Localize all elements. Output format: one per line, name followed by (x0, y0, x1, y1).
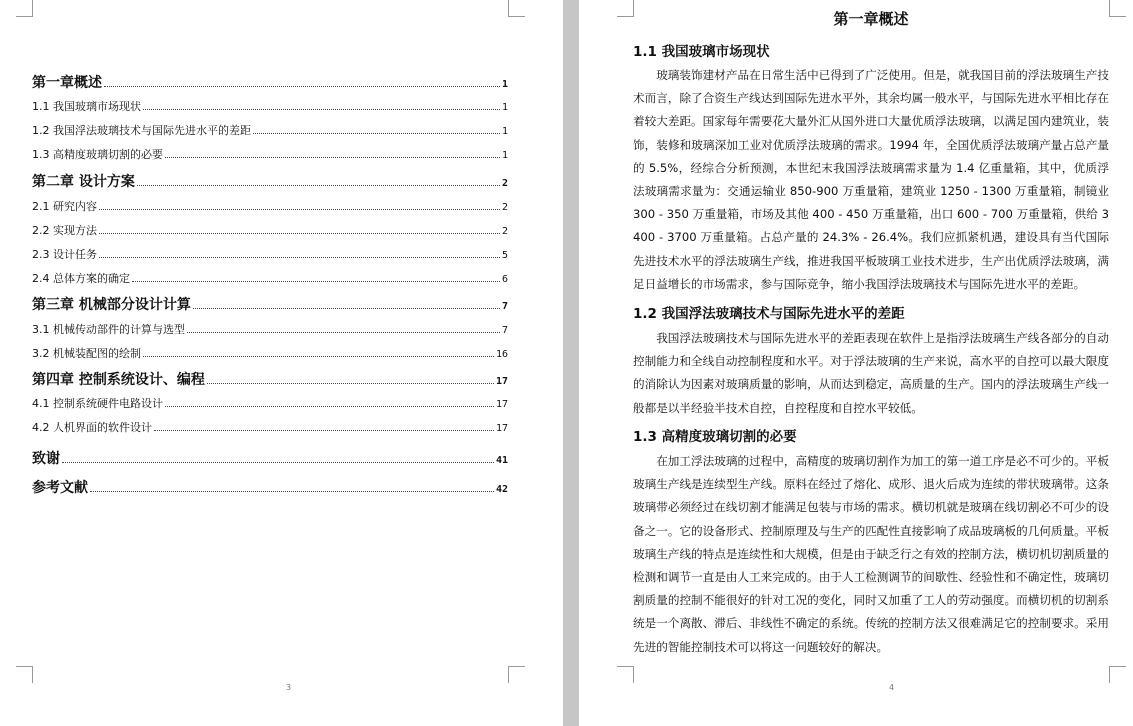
toc-leader-dots (62, 448, 494, 463)
section-heading: 1.2 我国浮法玻璃技术与国际先进水平的差距 (633, 306, 905, 322)
section-heading: 1.3 高精度玻璃切割的必要 (633, 429, 797, 445)
chapter-title: 第一章概述 (833, 10, 909, 28)
toc-entry[interactable] (32, 369, 508, 389)
toc-entry[interactable] (32, 345, 508, 361)
page-gap (563, 0, 579, 726)
toc-entry[interactable] (32, 171, 508, 191)
toc-leader-dots (137, 171, 500, 186)
toc-entry-page: 1 (501, 126, 508, 137)
toc-entry[interactable] (32, 72, 508, 92)
toc-leader-dots (165, 146, 500, 158)
toc-entry[interactable] (32, 222, 508, 238)
toc-entry-page: 17 (495, 376, 508, 387)
toc-entry[interactable] (32, 448, 508, 468)
toc-entry-title: 3.1 机械传动部件的计算与选型 (32, 323, 185, 336)
toc-entry-title: 2.1 研究内容 (32, 200, 97, 213)
toc-leader-dots (99, 198, 500, 210)
toc-entry-page: 2 (501, 226, 508, 237)
toc-leader-dots (99, 246, 500, 258)
crop-mark (508, 0, 525, 17)
crop-mark (617, 0, 634, 17)
toc-leader-dots (132, 270, 500, 282)
toc-leader-dots (143, 98, 500, 110)
toc-entry[interactable] (32, 98, 508, 114)
toc-entry-page: 41 (495, 455, 508, 466)
crop-mark (508, 666, 525, 683)
toc-entry-title: 4.1 控制系统硬件电路设计 (32, 397, 163, 410)
toc-entry-title: 第四章 控制系统设计、编程 (32, 372, 205, 388)
toc-leader-dots (90, 477, 494, 492)
toc-entry-page: 42 (495, 484, 508, 495)
toc-entry-title: 第一章概述 (32, 75, 102, 91)
toc-entry-title: 2.3 设计任务 (32, 248, 97, 261)
toc-entry-page: 1 (501, 102, 508, 113)
toc-entry-title: 4.2 人机界面的软件设计 (32, 421, 152, 434)
toc-leader-dots (154, 419, 494, 431)
section-heading: 1.1 我国玻璃市场现状 (633, 44, 770, 60)
toc-entry[interactable] (32, 270, 508, 286)
crop-mark (16, 0, 33, 17)
toc-entry-title: 第二章 设计方案 (32, 174, 135, 190)
page-number: 3 (286, 683, 292, 692)
crop-mark (1109, 666, 1126, 683)
section-body: 在加工浮法玻璃的过程中，高精度的玻璃切割作为加工的第一道工序是必不可少的。平板玻璃生产线是连续型生产线。原料在经过了熔化、成形、退火后成为连续的带状玻璃带。这条玻璃带必须经过在线切割才能满足包装与市场的需求。横切机就是玻璃在线切割必不可少的设备之一。它的设备形式、控制原理及与生产的匹配性直接影响了成品玻璃板的几何质量。平板玻璃生产线的特点是连续性和大规模，但是由于缺乏行之有效的控制方法，横切机切割质量的检测和调节一直是由人工来完成的。由于人工检测调节的间歇性、经验性和不确定性，玻璃切割质量的控制不能很好的针对工况的变化，同时又加重了工人的劳动强度。而横切机的切割系统是一个离散、滞后、非线性不确定的系统。传统的控制方法又很难满足它的控制要求。采用先进的智能控制技术可以将这一问题较好的解决。 (633, 454, 1109, 654)
toc-entry[interactable] (32, 321, 508, 337)
crop-mark (1109, 0, 1126, 17)
toc-entry-title: 第三章 机械部分设计计算 (32, 297, 191, 313)
toc-entry-page: 1 (501, 79, 508, 90)
toc-entry-title: 1.2 我国浮法玻璃技术与国际先进水平的差距 (32, 124, 251, 137)
toc-entry-title: 参考文献 (32, 480, 88, 496)
toc-entry-title: 3.2 机械装配图的绘制 (32, 347, 141, 360)
crop-mark (617, 666, 634, 683)
toc-leader-dots (99, 222, 500, 234)
toc-entry[interactable] (32, 294, 508, 314)
toc-leader-dots (104, 72, 500, 87)
toc-entry[interactable] (32, 395, 508, 411)
toc-entry-title: 致谢 (32, 451, 60, 467)
toc-entry-page: 17 (495, 399, 508, 410)
toc-entry-title: 2.2 实现方法 (32, 224, 97, 237)
toc-leader-dots (193, 294, 500, 309)
section-body: 我国浮法玻璃技术与国际先进水平的差距表现在软件上是指浮法玻璃生产线各部分的自动控制能力和全线自动控制程度和水平。对于浮法玻璃的生产来说，高水平的自控可以最大限度的消除认为因素对玻璃质量的影响，从而达到稳定，高质量的生产。国内的浮法玻璃生产线一般都是以半经验半技术自控，自控程度和自控水平较低。 (633, 331, 1109, 415)
toc-entry-page: 7 (501, 325, 508, 336)
toc-entry[interactable] (32, 477, 508, 497)
toc-entry[interactable] (32, 198, 508, 214)
toc-entry[interactable] (32, 419, 508, 435)
toc-entry-title: 1.1 我国玻璃市场现状 (32, 100, 141, 113)
toc-entry-page: 5 (501, 250, 508, 261)
toc-entry-page: 16 (495, 349, 508, 360)
section-body: 玻璃装饰建材产品在日常生活中已得到了广泛使用。但是，就我国目前的浮法玻璃生产技术而言，除了合资生产线达到国际先进水平外，其余均属一般水平，与国际先进水平相比存在着较大差距。国家每年需要花大量外汇从国外进口大量优质浮法玻璃，以满足国内建筑业，装饰，装修和玻璃深加工业对优质浮法玻璃的需求。1994 年，全国优质浮法玻璃产量占总产量的 5.5%，经综合分析预测，本世纪末我国浮法玻璃需求量为 1.4 亿重量箱，其中，优质浮法玻璃需求量为：交通运输业 850-900 万重量箱，建筑业 1250 - 1300 万重量箱，制镜业 300 - 350 万重量箱，市场及其他 400 - 450 万重量箱，出口 600 - 700 万重量箱，供给 3400 - 3700 万重量箱。占总产量的 24.3% - 26.4%。我们应抓紧机遇，建设具有当代国际先进技术水平的浮法玻璃生产线，推进我国平板玻璃工业技术进步，生产出优质浮法玻璃，满足日益增长的市场需求，参与国际竞争，缩小我国浮法玻璃技术与国际先进水平的差距。 (633, 68, 1109, 291)
toc-entry-title: 1.3 高精度玻璃切割的必要 (32, 148, 163, 161)
toc-entry[interactable] (32, 246, 508, 262)
toc-leader-dots (207, 369, 494, 384)
toc-entry-page: 6 (501, 274, 508, 285)
page-toc (0, 0, 563, 726)
toc-leader-dots (187, 321, 500, 333)
toc-entry-page: 2 (501, 202, 508, 213)
toc-entry[interactable] (32, 146, 508, 162)
toc-entry[interactable] (32, 122, 508, 138)
toc-entry-page: 2 (501, 178, 508, 189)
page-number: 4 (889, 683, 895, 692)
toc-entry-title: 2.4 总体方案的确定 (32, 272, 130, 285)
toc-entry-page: 7 (501, 301, 508, 312)
toc-entry-page: 17 (495, 423, 508, 434)
crop-mark (16, 666, 33, 683)
toc-leader-dots (253, 122, 500, 134)
toc-leader-dots (143, 345, 494, 357)
toc-leader-dots (165, 395, 494, 407)
toc-entry-page: 1 (501, 150, 508, 161)
